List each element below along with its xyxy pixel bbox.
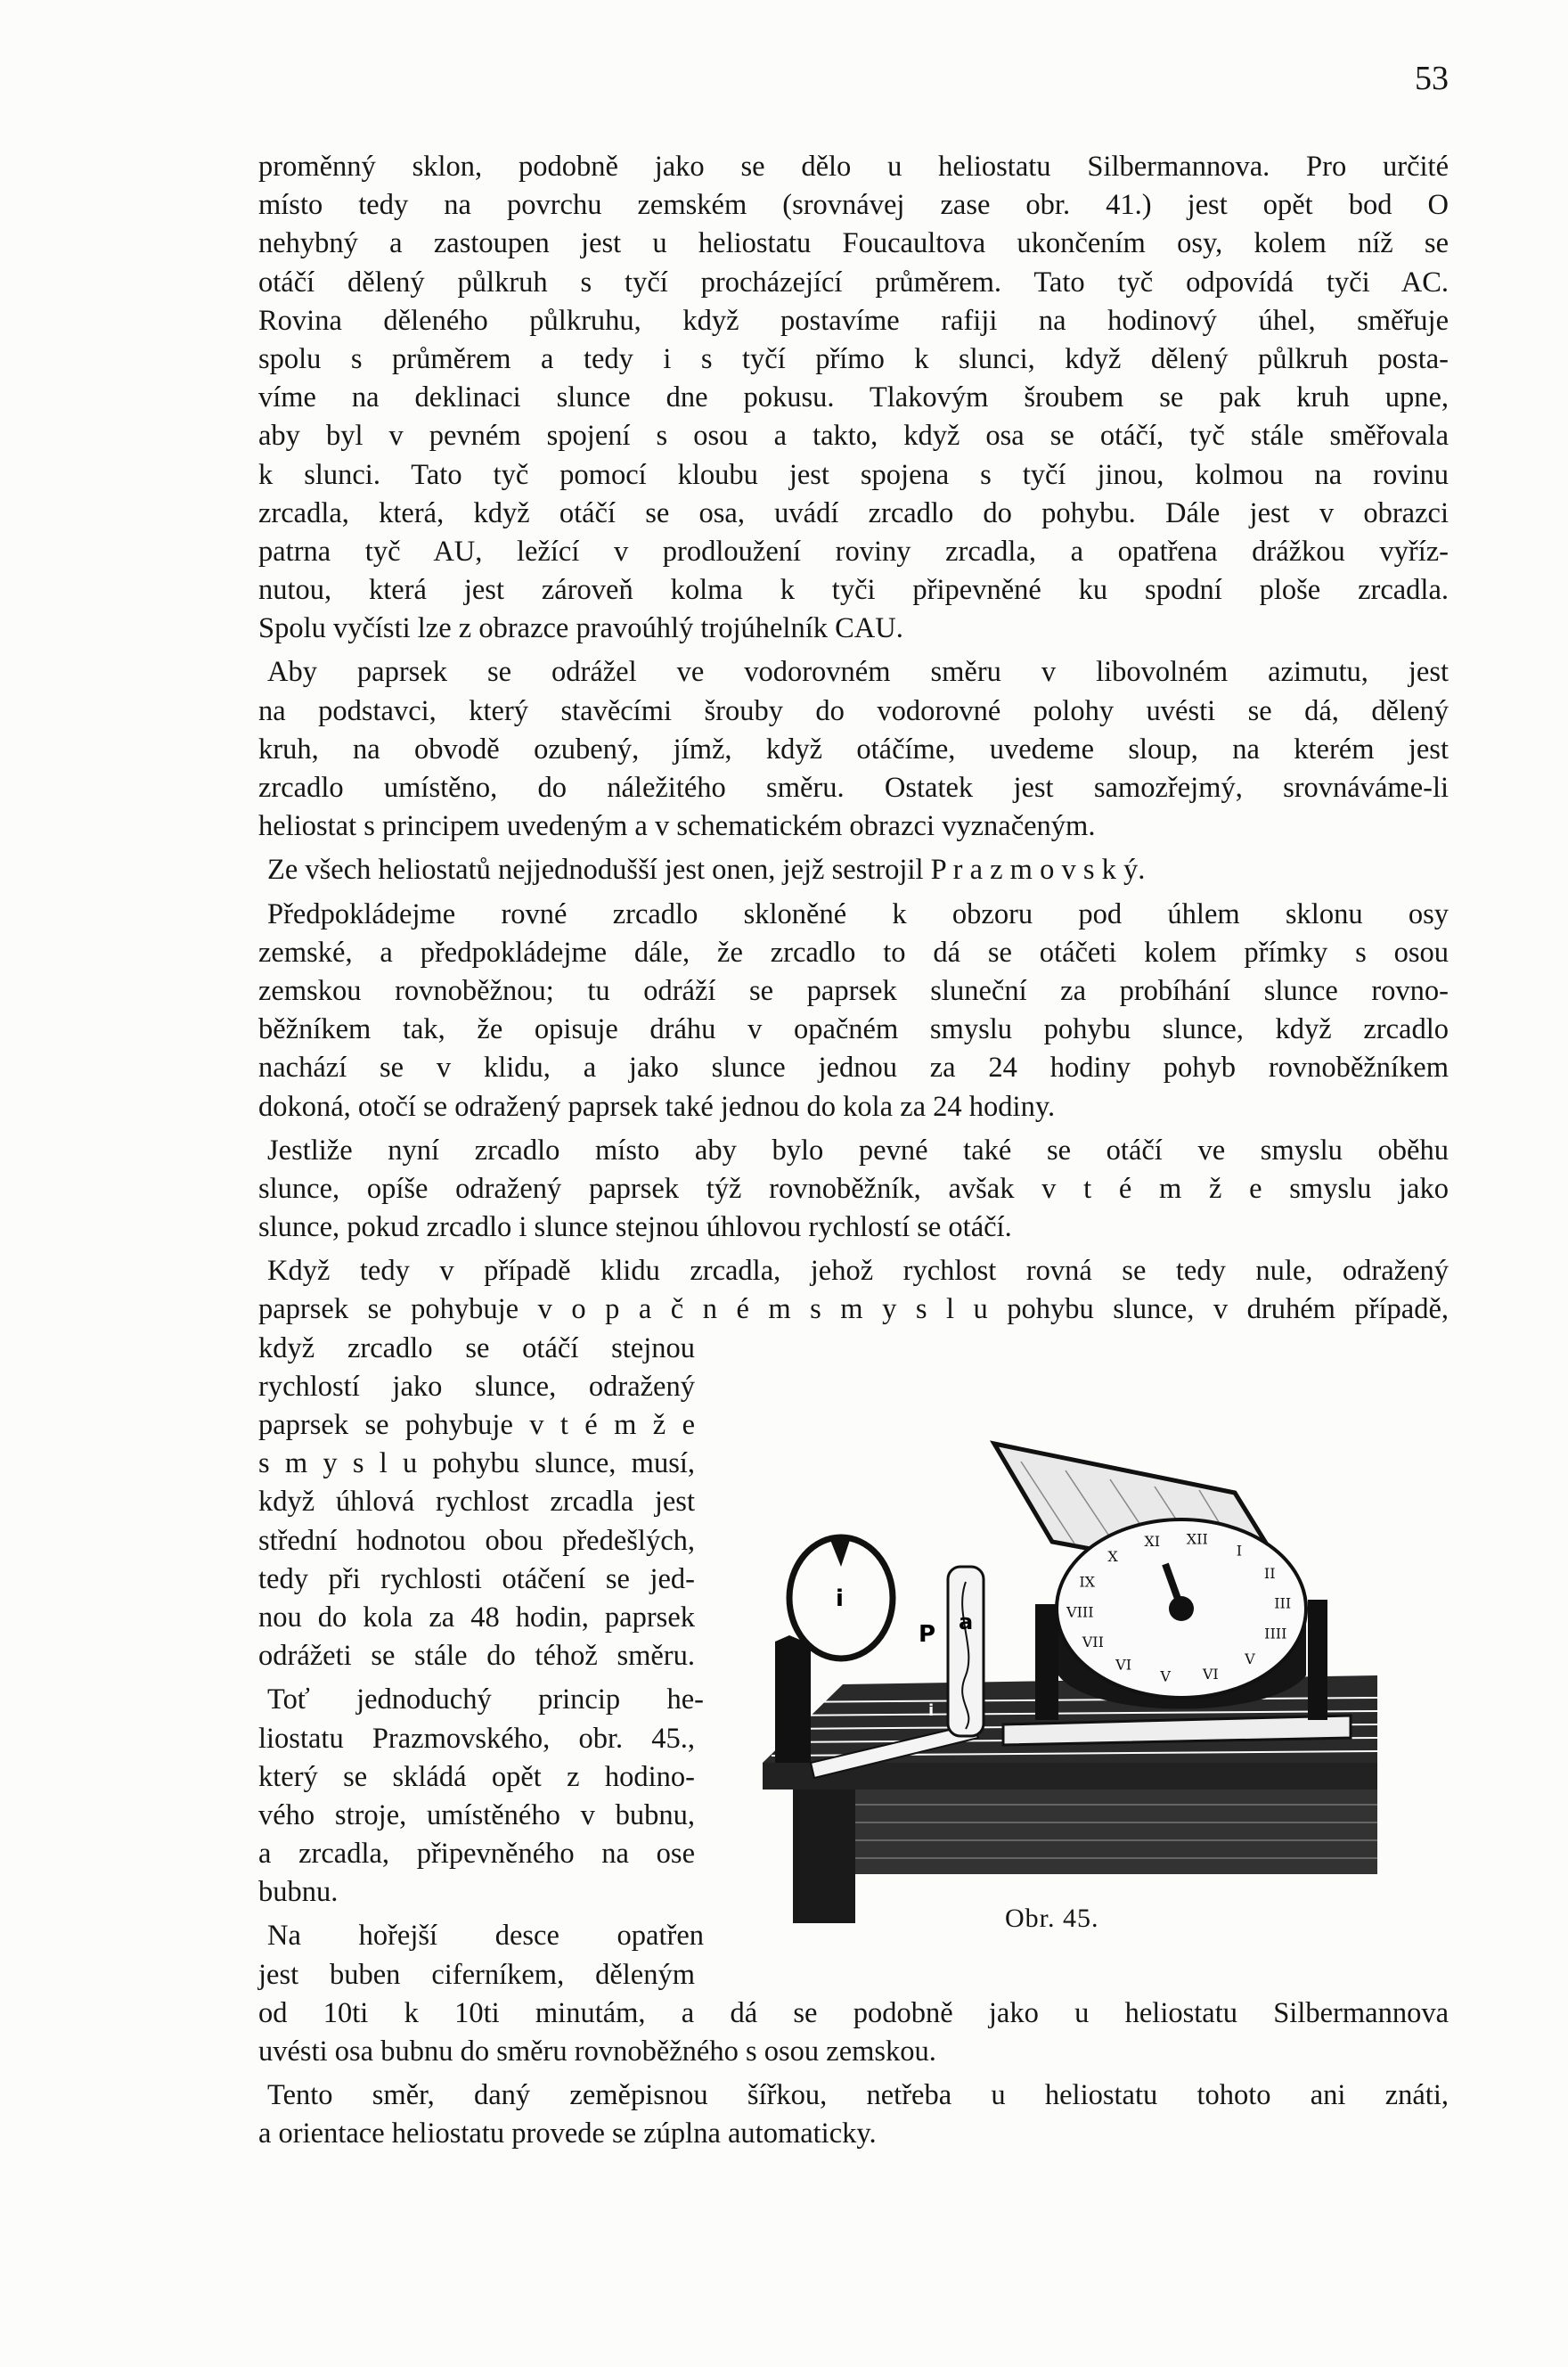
- dial-numeral: VIII: [1066, 1603, 1094, 1621]
- dial-numeral: VI: [1202, 1666, 1219, 1683]
- text-line: běžníkem tak, že opisuje dráhu v opačném smyslu pohybu slunce, když zrcadlo: [258, 1013, 1449, 1046]
- text-line: heliostat s principem uvedeným a v schematickém obrazci vyznačeným.: [258, 810, 1096, 843]
- text-line: slunce, pokud zrcadlo i slunce stejnou úhlovou rychlostí se otáčí.: [258, 1211, 1012, 1244]
- text-line: patrna tyč AU, ležící v prodloužení roviny zrcadla, a opatřena drážkou vyříz-: [258, 535, 1449, 568]
- text-line: rychlostí jako slunce, odražený: [258, 1370, 695, 1403]
- label-P: P: [919, 1621, 936, 1648]
- text-line: Předpokládejme rovné zrcadlo skloněné k obzoru pod úhlem sklonu osy: [267, 897, 1449, 930]
- text-line: odrážeti se stále do téhož směru.: [258, 1640, 695, 1673]
- label-i: i: [836, 1585, 844, 1612]
- text-line: když zrcadlo se otáčí stejnou: [258, 1331, 695, 1364]
- paragraph: [258, 851, 1449, 889]
- drum-icon: [1035, 1519, 1327, 1720]
- text-line: spolu s průměrem a tedy i s tyčí přímo k slunci, když dělený půlkruh posta-: [258, 342, 1449, 375]
- text-line: Když tedy v případě klidu zrcadla, jehož rychlost rovná se tedy nule, odražený: [267, 1255, 1449, 1288]
- text-line: uvésti osa bubnu do směru rovnoběžného s osou zemskou.: [258, 2035, 936, 2068]
- text-line: otáčí dělený půlkruh s tyčí procházející průměrem. Tato tyč odpovídá tyči AC.: [258, 266, 1449, 299]
- text-line: zemskou rovnoběžnou; tu odráží se paprsek sluneční za probíhání slunce rovno-: [258, 974, 1449, 1007]
- text-line: víme na deklinaci slunce dne pokusu. Tlakovým šroubem se pak kruh upne,: [258, 381, 1449, 414]
- label-i-lower: i: [928, 1701, 935, 1720]
- text-line: místo tedy na povrchu zemském (srovnávej zase obr. 41.) jest opět bod O: [258, 189, 1449, 222]
- figure-caption: Obr. 45.: [1005, 1904, 1099, 1933]
- dial-numeral: X: [1107, 1547, 1118, 1565]
- text-line: na podstavci, který stavěcími šrouby do vodorovné polohy uvésti se dá, dělený: [258, 694, 1449, 727]
- text-line: od 10ti k 10ti minutám, a dá se podobně jako u heliostatu Silbermannova: [258, 1996, 1449, 2029]
- paragraph: [258, 653, 1449, 846]
- text-line: a zrcadla, připevněného na ose: [258, 1838, 695, 1871]
- table-icon: [763, 1675, 1377, 1923]
- text-line: Spolu vyčísti lze z obrazce pravoúhlý trojúhelník CAU.: [258, 612, 903, 645]
- dial-numeral: II: [1263, 1565, 1276, 1582]
- label-c: c: [877, 1890, 889, 1912]
- label-a: a: [959, 1609, 974, 1634]
- paragraph: [258, 2076, 1449, 2153]
- text-line: Aby paprsek se odrážel ve vodorovném směru v libovolném azimutu, jest: [267, 656, 1449, 689]
- dial-numeral: IX: [1079, 1573, 1096, 1591]
- text-line: nou do kola za 48 hodin, paprsek: [258, 1601, 695, 1634]
- paragraph: [258, 148, 1449, 648]
- dial-numeral: V: [1160, 1667, 1171, 1685]
- page-number: 53: [1415, 60, 1449, 97]
- dial-numeral: III: [1274, 1594, 1292, 1612]
- wall-dial-icon: [789, 1537, 893, 1659]
- dial-numeral: VII: [1082, 1634, 1104, 1650]
- text-line: Ze všech heliostatů nejjednodušší jest onen, jejž sestrojil P r a z m o v s k ý.: [267, 854, 1146, 887]
- dial-numeral: VI: [1115, 1656, 1132, 1674]
- text-line: vého stroje, umístěného v bubnu,: [258, 1798, 695, 1831]
- text-line: nehybný a zastoupen jest u heliostatu Foucaultova ukončením osy, kolem níž se: [258, 227, 1449, 260]
- text-line: Rovina děleného půlkruhu, když postavíme rafiji na hodinový úhel, směřuje: [258, 304, 1449, 337]
- text-line: zrcadlo umístěno, do náležitého směru. Ostatek jest samozřejmý, srovnáváme-li: [258, 772, 1449, 804]
- text-line: bubnu.: [258, 1876, 339, 1909]
- text-line: nachází se v klidu, a jako slunce jednou za 24 hodiny pohyb rovnoběžníkem: [258, 1052, 1449, 1085]
- text-line: Na hořejší desce opatřen: [267, 1920, 704, 1953]
- text-line: Jestliže nyní zrcadlo místo aby bylo pevné také se otáčí ve smyslu oběhu: [267, 1134, 1449, 1167]
- text-line: paprsek se pohybuje v o p a č n é m s m y s l u pohybu slunce, v druhém případě,: [258, 1293, 1449, 1326]
- text-line: když úhlová rychlost zrcadla jest: [258, 1486, 695, 1519]
- text-line: zrcadla, která, když otáčí se osa, uvádí zrcadlo do pohybu. Dále jest v obrazci: [258, 496, 1449, 529]
- text-line: paprsek se pohybuje v t é m ž e: [258, 1409, 695, 1441]
- text-line: střední hodnotou obou předešlých,: [258, 1524, 695, 1557]
- text-line: k slunci. Tato tyč pomocí kloubu jest spojena s tyčí jinou, kolmou na rovinu: [258, 458, 1449, 491]
- figure-heliostat-illustration: [736, 1408, 1449, 1925]
- text-line: zemské, a předpokládejme dále, že zrcadlo to dá se otáčeti kolem přímky s osou: [258, 936, 1449, 969]
- text-line: aby byl v pevném spojení s osou a takto, když osa se otáčí, tyč stále směřovala: [258, 420, 1449, 453]
- paragraph: [258, 896, 1449, 1126]
- text-line: liostatu Prazmovského, obr. 45.,: [258, 1722, 695, 1755]
- text-line: slunce, opíše odražený paprsek týž rovnoběžník, avšak v t é m ž e smyslu jako: [258, 1172, 1449, 1205]
- text-line: a orientace heliostatu provede se zúplna automaticky.: [258, 2117, 877, 2150]
- text-line: Tento směr, daný zeměpisnou šířkou, netřeba u heliostatu tohoto ani znáti,: [267, 2079, 1449, 2112]
- dial-numeral: IIII: [1264, 1625, 1287, 1642]
- paragraph: [258, 1917, 1449, 2071]
- dial-numeral: V: [1245, 1650, 1255, 1668]
- text-line: dokoná, otočí se odražený paprsek také jednou do kola za 24 hodiny.: [258, 1090, 1056, 1123]
- dial-numeral: XII: [1186, 1530, 1208, 1548]
- text-line: jest buben ciferníkem, děleným: [258, 1958, 695, 1991]
- dial-numeral: I: [1236, 1542, 1243, 1560]
- text-line: kruh, na obvodě ozubený, jímž, když otáčíme, uvedeme sloup, na kterém jest: [258, 733, 1449, 766]
- dial-numeral: XI: [1144, 1532, 1161, 1550]
- text-line: nutou, která jest zároveň kolma k tyči připevněné ku spodní ploše zrcadla.: [258, 574, 1449, 607]
- text-line: proměnný sklon, podobně jako se dělo u heliostatu Silbermannova. Pro určité: [258, 151, 1449, 183]
- text-line: Toť jednoduchý princip he-: [267, 1683, 704, 1716]
- paragraph: [258, 1132, 1449, 1248]
- text-line: s m y s l u pohybu slunce, musí,: [258, 1447, 695, 1480]
- text-line: tedy při rychlosti otáčení se jed-: [258, 1562, 695, 1595]
- text-line: který se skládá opět z hodino-: [258, 1760, 695, 1793]
